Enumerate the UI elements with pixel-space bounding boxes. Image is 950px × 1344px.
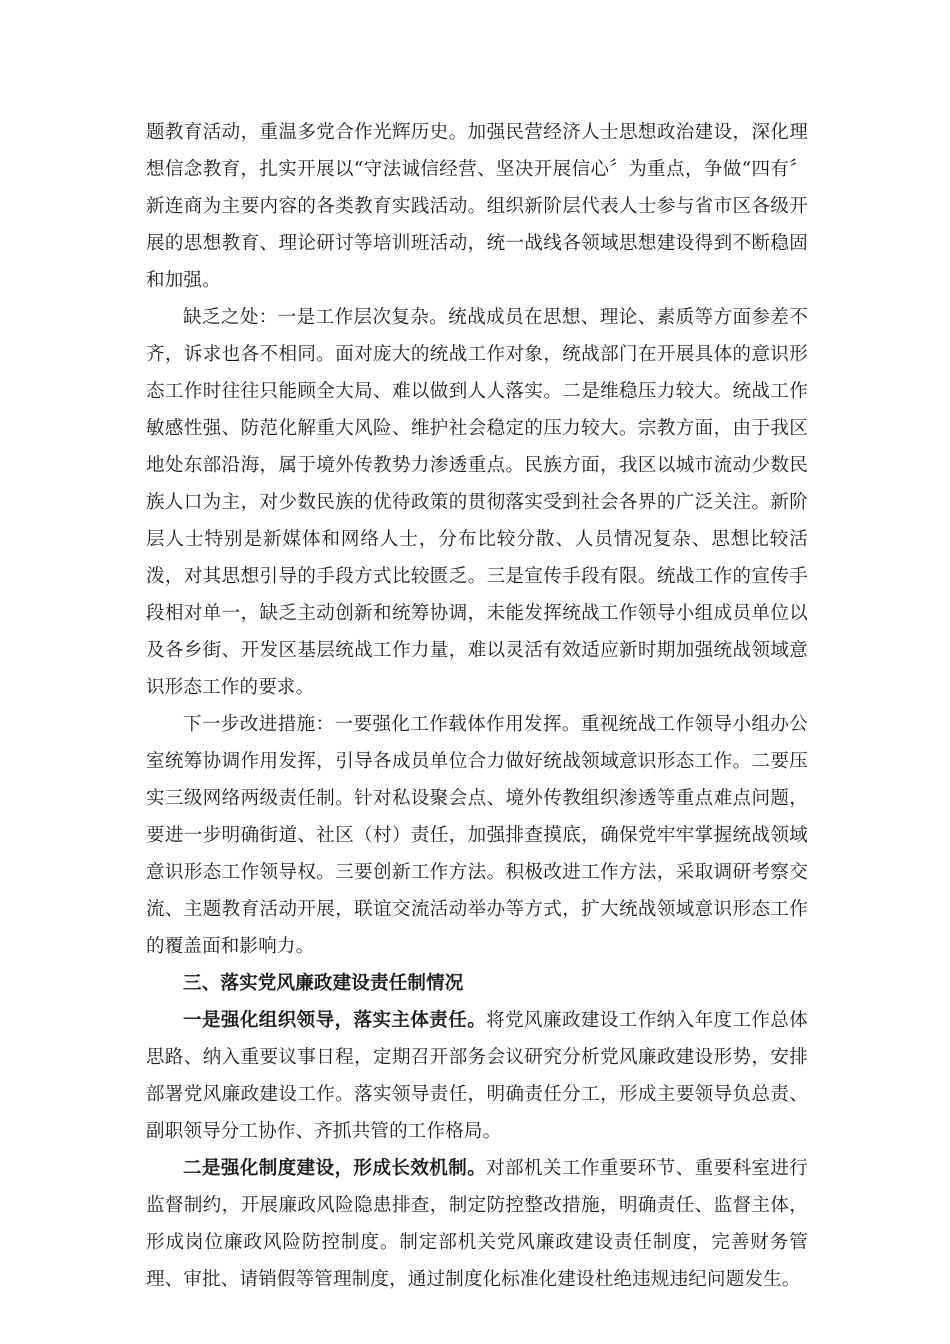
- paragraph-continuation: 题教育活动，重温多党合作光辉历史。加强民营经济人士思想政治建设，深化理想信念教育，扎实开展以“守法诚信经营、坚决开展信心〞为重点，争做“四有〞新连商为主要内容的各类教育实践活动。组织新阶层代表人士参与省市区各级开展的思想教育、理论研讨等培训班活动，统一战线各领域思想建设得到不断稳固和加强。: [146, 122, 808, 291]
- paragraph-lead-1: 一是强化组织领导，落实主体责任。: [183, 1010, 487, 1031]
- document-page: [146, 114, 808, 1298]
- paragraph-lead-2: 二是强化制度建设，形成长效机制。: [183, 1158, 487, 1179]
- paragraph-body-1: 将党风廉政建设工作纳入年度工作总体思路、纳入重要议事日程，定期召开部务会议研究分析党风廉政建设形势，安排部署党风廉政建设工作。落实领导责任，明确责任分工，形成主要领导负总责、副职领导分工协作、齐抓共管的工作格局。: [146, 1010, 809, 1142]
- paragraph-organization-leadership: [146, 1002, 808, 1150]
- paragraph-next-steps: 下一步改进措施：一要强化工作载体作用发挥。重视统战工作领导小组办公室统筹协调作用发挥，引导各成员单位合力做好统战领域意识形态工作。二要压实三级网络两级责任制。针对私设聚会点、境外传教组织渗透等重点难点问题，要进一步明确街道、社区（村）责任，加强排查摸底，确保党牢牢掌握统战领域意识形态工作领导权。三要创新工作方法。积极改进工作方法，采取调研考察交流、主题教育活动开展，联谊交流活动举办等方式，扩大统战领域意识形态工作的覆盖面和影响力。: [146, 714, 808, 957]
- paragraph-shortcomings: 缺乏之处：一是工作层次复杂。统战成员在思想、理论、素质等方面参差不齐，诉求也各不相同。面对庞大的统战工作对象，统战部门在开展具体的意识形态工作时往往只能顾全大局、难以做到人人落实。二是维稳压力较大。统战工作敏感性强、防范化解重大风险、维护社会稳定的压力较大。宗教方面，由于我区地处东部沿海，属于境外传教势力渗透重点。民族方面，我区以城市流动少数民族人口为主，对少数民族的优待政策的贯彻落实受到社会各界的广泛关注。新阶层人士特别是新媒体和网络人士，分布比较分散、人员情况复杂、思想比较活泼，对其思想引导的手段方式比较匮乏。三是宣传手段有限。统战工作的宣传手段相对单一，缺乏主动创新和统筹协调，未能发挥统战工作领导小组成员单位以及各乡街、开发区基层统战工作力量，难以灵活有效适应新时期加强统战领域意识形态工作的要求。: [146, 307, 808, 698]
- section-heading-3: 三、落实党风廉政建设责任制情况: [183, 973, 464, 994]
- paragraph-body-2: 对部机关工作重要环节、重要科室进行监督制约，开展廉政风险隐患排查，制定防控整改措施，明确责任、监督主体，形成岗位廉政风险防控制度。制定部机关党风廉政建设责任制度，完善财务管理、审批、请销假等管理制度，通过制度化标准化建设杜绝违规违纪问题发生。: [146, 1158, 809, 1290]
- paragraph-system-building: [146, 1150, 808, 1298]
